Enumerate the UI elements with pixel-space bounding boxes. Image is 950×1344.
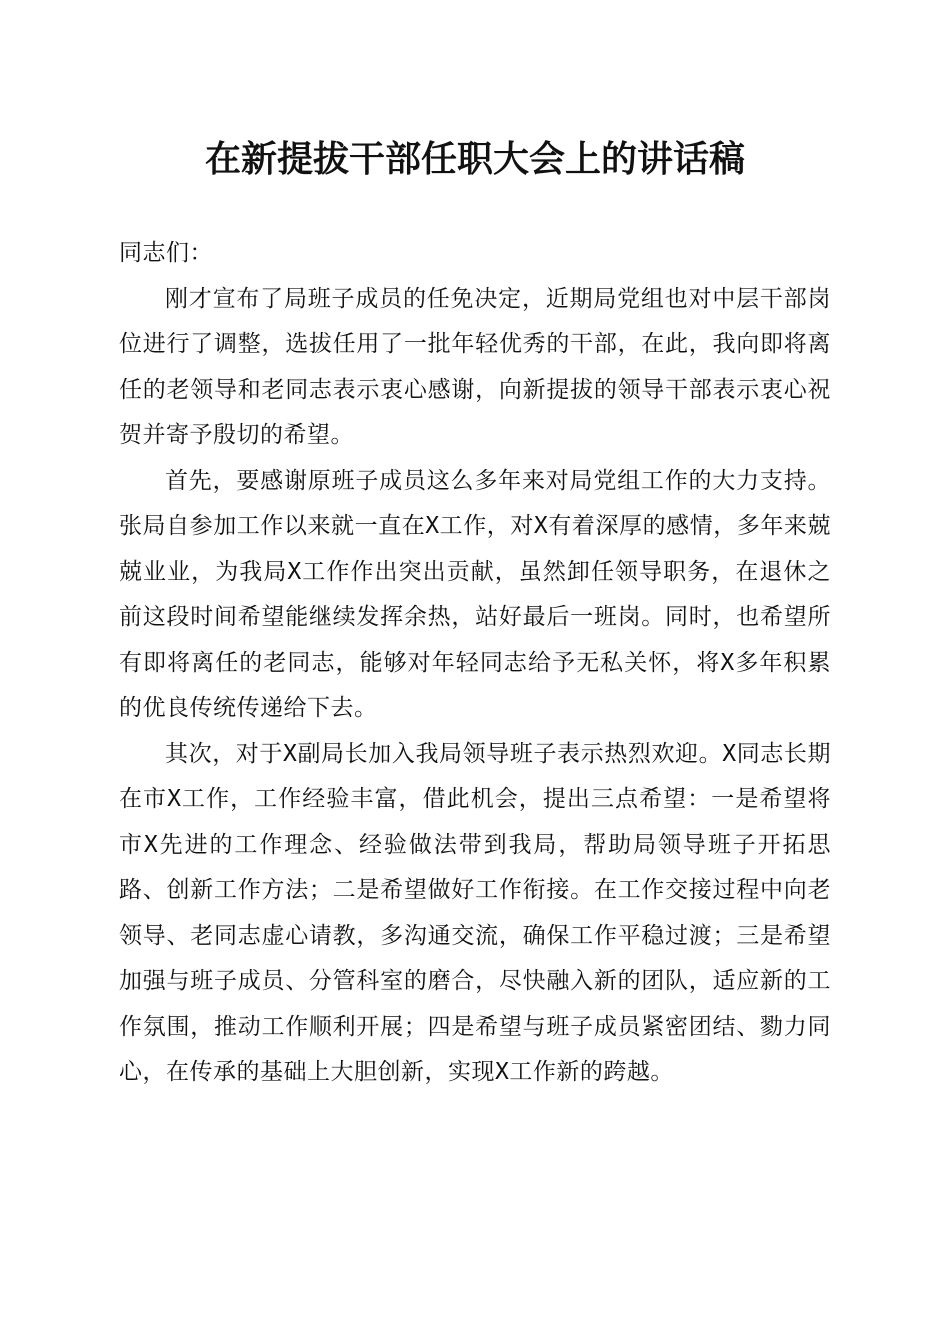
salutation: 同志们： bbox=[119, 240, 213, 266]
document-body bbox=[119, 231, 831, 1096]
paragraph-1: 刚才宣布了局班子成员的任免决定，近期局党组也对中层干部岗位进行了调整，选拔任用了一批年轻优秀的干部，在此，我向即将离任的老领导和老同志表示衷心感谢，向新提拔的领导干部表示衷心祝贺并寄予殷切的希望。 bbox=[119, 285, 831, 448]
document-title: 在新提拔干部任职大会上的讲话稿 bbox=[204, 138, 745, 180]
paragraph-2: 首先，要感谢原班子成员这么多年来对局党组工作的大力支持。张局自参加工作以来就一直在X工作，对X有着深厚的感情，多年来兢兢业业，为我局X工作作出突出贡献，虽然卸任领导职务，在退休之前这段时间希望能继续发挥余热，站好最后一班岗。同时，也希望所有即将离任的老同志，能够对年轻同志给予无私关怀，将X多年积累的优良传统传递给下去。 bbox=[119, 467, 831, 721]
paragraph-3: 其次，对于X副局长加入我局领导班子表示热烈欢迎。X同志长期在市X工作，工作经验丰富，借此机会，提出三点希望：一是希望将市X先进的工作理念、经验做法带到我局，帮助局领导班子开拓思路、创新工作方法；二是希望做好工作衔接。在工作交接过程中向老领导、老同志虚心请教，多沟通交流，确保工作平稳过渡；三是希望加强与班子成员、分管科室的磨合，尽快融入新的团队，适应新的工作氛围，推动工作顺利开展；四是希望与班子成员紧密团结、勠力同心，在传承的基础上大胆创新，实现X工作新的跨越。 bbox=[119, 740, 831, 1085]
